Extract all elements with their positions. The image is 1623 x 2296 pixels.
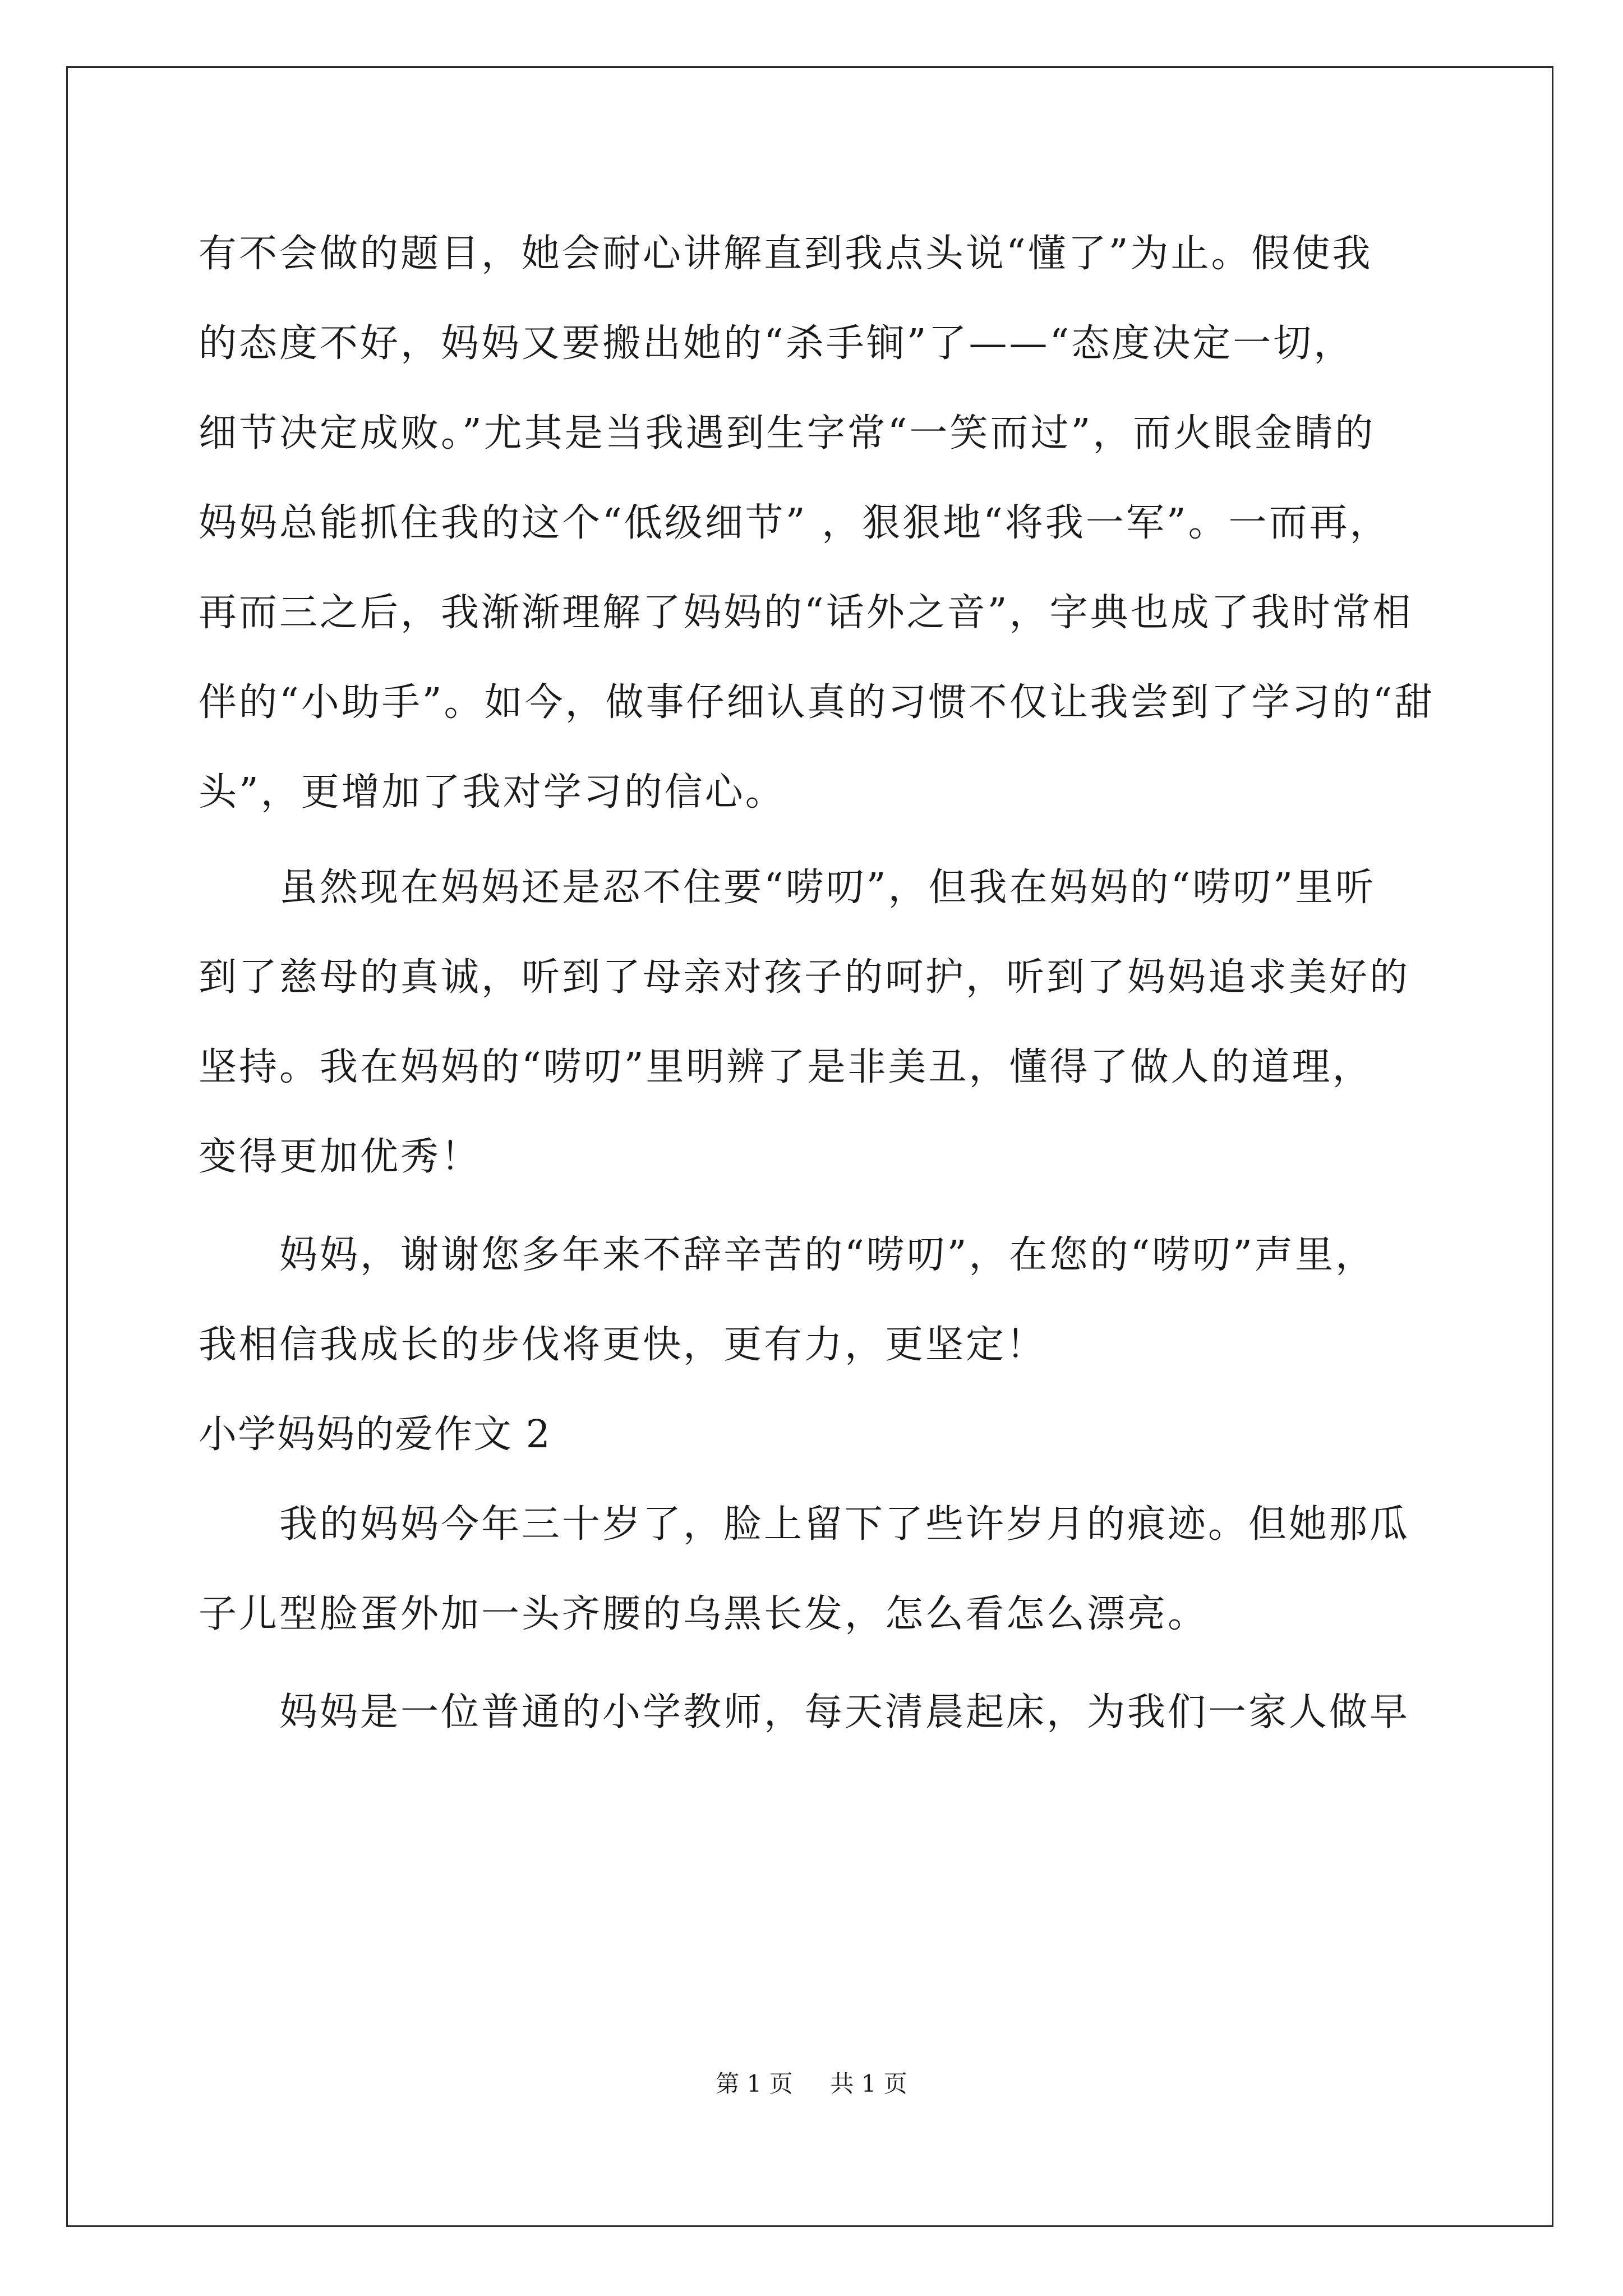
text-line: 我相信我成长的步伐将更快，更有力，更坚定！ bbox=[199, 1323, 1047, 1367]
text-line: 子儿型脸蛋外加一头齐腰的乌黑长发，怎么看怎么漂亮。 bbox=[199, 1592, 1209, 1636]
paragraph-start: 妈妈，谢谢您多年来不辞辛苦的“唠叨”，在您的“唠叨”声里， bbox=[279, 1233, 1376, 1277]
text-line: 变得更加优秀！ bbox=[199, 1135, 482, 1179]
text-line: 坚持。我在妈妈的“唠叨”里明辨了是非美丑，懂得了做人的道理， bbox=[199, 1045, 1373, 1089]
text-line: 再而三之后，我渐渐理解了妈妈的“话外之音”，字典也成了我时常相 bbox=[199, 591, 1413, 635]
text-line: 伴的“小助手”。如今，做事仔细认真的习惯不仅让我尝到了学习的“甜 bbox=[199, 680, 1435, 725]
section-heading: 小学妈妈的爱作文 2 bbox=[199, 1412, 551, 1457]
paragraph-start: 我的妈妈今年三十岁了，脸上留下了些许岁月的痕迹。但她那瓜 bbox=[279, 1502, 1410, 1547]
page-number: 第 1 页 bbox=[716, 2070, 793, 2097]
page-total: 共 1 页 bbox=[830, 2070, 907, 2097]
text-line: 头”，更增加了我对学习的信心。 bbox=[199, 770, 786, 815]
paragraph-start: 妈妈是一位普通的小学教师，每天清晨起床，为我们一家人做早 bbox=[279, 1690, 1410, 1734]
text-line: 妈妈总能抓住我的这个“低级细节” ，狠狠地“将我一军”。一而再， bbox=[199, 501, 1390, 545]
text-line: 的态度不好，妈妈又要搬出她的“杀手锏”了——“态度决定一切， bbox=[199, 321, 1354, 366]
text-line: 到了慈母的真诚，听到了母亲对孩子的呵护，听到了妈妈追求美好的 bbox=[199, 955, 1410, 1000]
text-line: 细节决定成败。”尤其是当我遇到生字常“一笑而过”，而火眼金睛的 bbox=[199, 411, 1376, 455]
page-footer bbox=[0, 2067, 1623, 2101]
paragraph-start: 虽然现在妈妈还是忍不住要“唠叨”，但我在妈妈的“唠叨”里听 bbox=[279, 866, 1376, 910]
text-line: 有不会做的题目，她会耐心讲解直到我点头说“懂了”为止。假使我 bbox=[199, 232, 1373, 276]
